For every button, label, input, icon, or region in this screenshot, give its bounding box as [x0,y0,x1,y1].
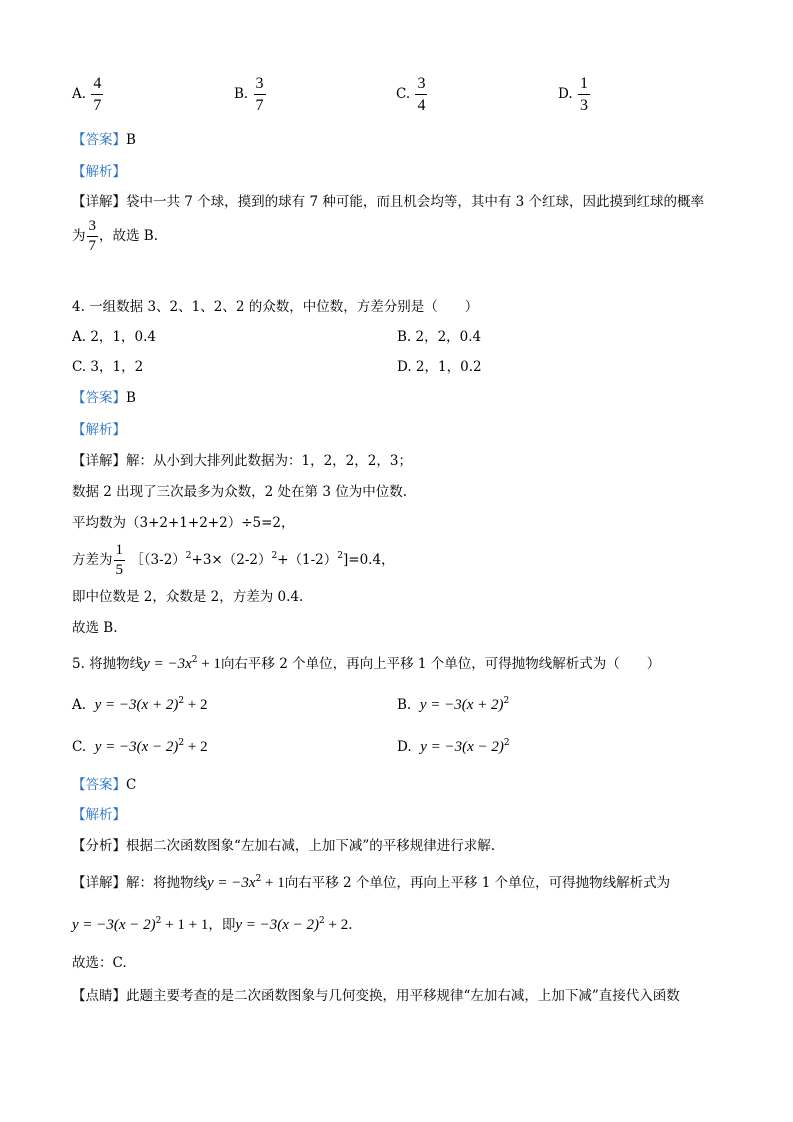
q5-analysis-tag: 【解析】 [72,807,126,823]
answer-tag: 【答案】 [72,390,126,406]
detail-tag: 【详解】 [72,453,126,469]
q5-option-c: C. $y = -3(x - 2)^2 + 2$ [72,738,208,755]
answer-tag: 【答案】 [72,132,126,148]
fraction: $\frac{3}{4}$ [417,75,426,114]
q4-option-b: B. 2，2，0.4 [397,329,482,345]
q5-option-a: A. $y = -3(x + 2)^2 + 2$ [72,696,208,713]
fraction: $\frac{1}{3}$ [579,75,588,114]
q4-detail-line6: 故选 B. [72,620,118,636]
fraction: $\frac{3}{7}$ [88,218,96,254]
answer-value: B [126,132,136,148]
fraction: $\frac{1}{5}$ [115,542,123,578]
q3-option-b [234,74,267,115]
q3-option-c [396,74,428,115]
q4-detail-line1: 【详解】解：从小到大排列此数据为：1，2，2，2，3； [72,453,412,469]
fraction: $\frac{3}{7}$ [255,75,264,114]
q4-question: 4. 一组数据 3、2、1、2、2 的众数，中位数，方差分别是（ ） [72,299,479,315]
q3-option-d [558,74,591,115]
q4-analysis-tag: 【解析】 [72,422,126,438]
q5-option-b: B. $y = -3(x + 2)^2$ [397,696,510,713]
q5-detail-line2: $y = -3(x - 2)^2 + 1 + 1$，即$y = -3(x - 2)^2 + 2$. [72,916,353,933]
q3-option-a [72,74,104,115]
fraction: $\frac{4}{7}$ [93,75,102,114]
q5-dianjing: 【点睛】此题主要考查的是二次函数图象与几何变换，用平移规律“左加右减，上加下减”直接代入函数 [72,988,680,1004]
q5-detail-line1: 【详解】解：将抛物线$y = -3x^2 + 1$向右平移 2 个单位，再向上平移 1 个单位，可得抛物线解析式为 [72,874,671,891]
q4-detail-line3: 平均数为（3+2+1+2+2）÷5=2， [72,515,295,531]
q5-detail-line3: 故选：C. [72,955,127,971]
q4-variance-line: 方差为 $\frac{1}{5}$ $[(3-2)^2+3\times(2-2)^2+(1-2)^2]=0.4$， [72,542,395,578]
answer-value: B [126,390,136,406]
option-letter: D. [558,86,573,102]
q4-option-a: A. 2，1，0.4 [72,329,156,345]
q5-fenxi: 【分析】根据二次函数图象“左加右减，上加下减”的平移规律进行求解. [72,838,496,854]
q3-detail-line1: 【详解】袋中一共 7 个球，摸到的球有 7 种可能，而且机会均等，其中有 3 个红球，因此摸到红球的概率 [72,194,705,210]
q3-detail-line2: 为 $\frac{3}{7}$ ，故选 B. [72,218,159,254]
dianjing-tag: 【点睛】 [72,988,126,1004]
q4-option-d: D. 2，1，0.2 [397,359,482,375]
q3-answer [72,131,136,149]
q5-question: 5. 将抛物线$y = -3x^2 + 1$向右平移 2 个单位，再向上平移 1 个单位，可得抛物线解析式为（ ） [72,655,661,672]
option-letter: B. [234,86,249,102]
q4-option-c: C. 3，1，2 [72,359,144,375]
q5-answer [72,776,136,794]
detail-tag: 【详解】 [72,194,126,210]
option-letter: C. [396,86,411,102]
option-letter: A. [72,86,87,102]
detail-tag: 【详解】 [72,875,126,891]
answer-value: C [126,777,137,793]
q4-answer [72,389,136,407]
q4-detail-line2: 数据 2 出现了三次最多为众数，2 处在第 3 位为中位数. [72,484,408,500]
q3-analysis-tag: 【解析】 [72,164,126,180]
answer-tag: 【答案】 [72,777,126,793]
q5-option-d: D. $y = -3(x - 2)^2$ [397,738,510,755]
fenxi-tag: 【分析】 [72,838,126,854]
q4-detail-line5: 即中位数是 2，众数是 2，方差为 0.4. [72,589,304,605]
